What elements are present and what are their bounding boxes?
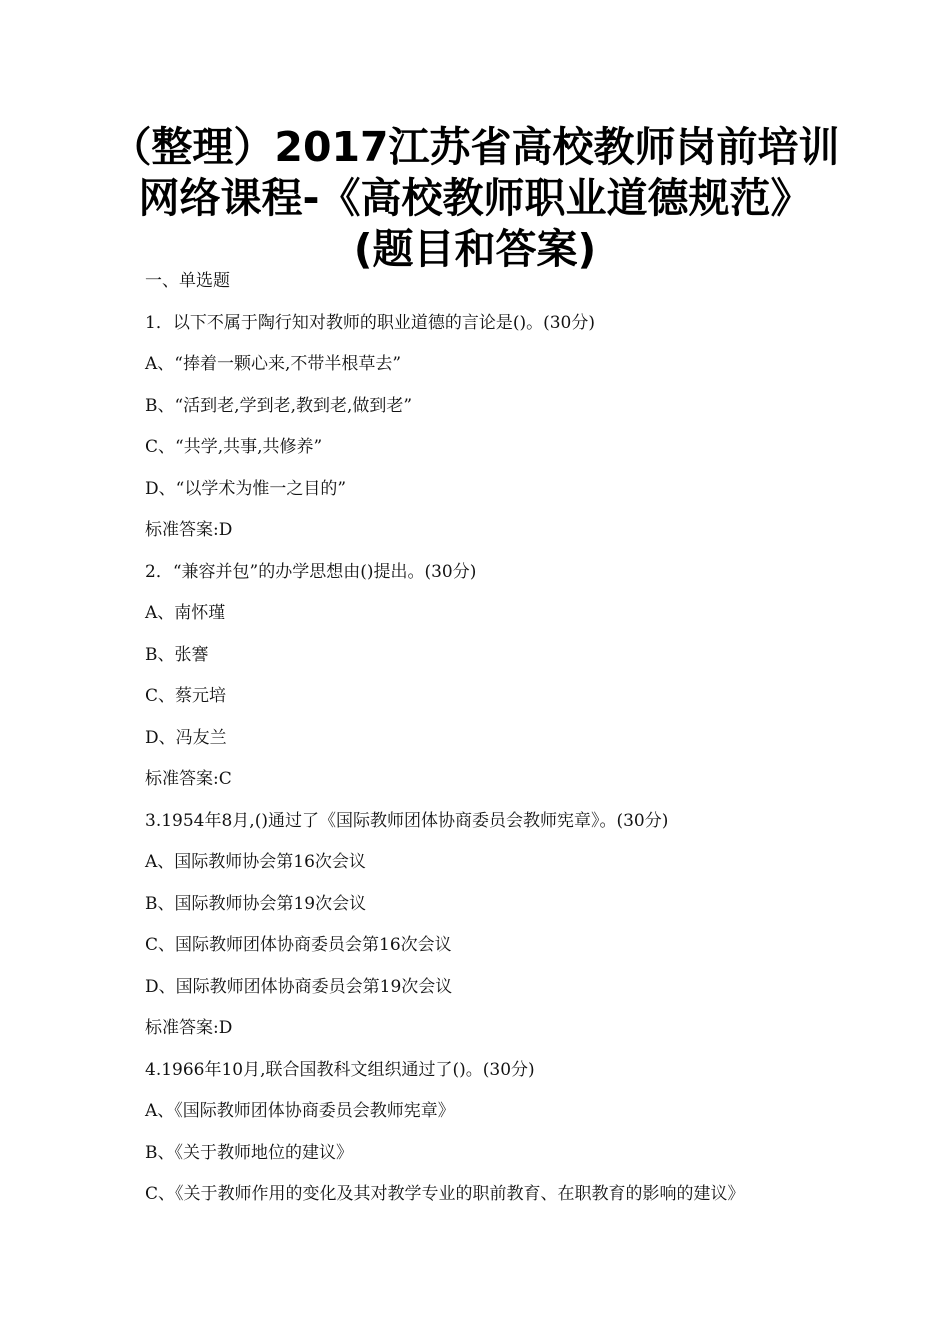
q4-option-a: A、《国际教师团体协商委员会教师宪章》	[145, 1101, 455, 1121]
question-2: 2．“兼容并包”的办学思想由()提出。(30分)	[145, 561, 477, 582]
q2-answer: 标准答案:C	[145, 769, 232, 789]
document-title: （整理）2017江苏省高校教师岗前培训网络课程-《高校教师职业道德规范》(题目和答案)	[110, 123, 840, 273]
q1-option-d: D、“以学术为惟一之目的”	[145, 478, 347, 499]
q3-answer: 标准答案:D	[145, 1018, 233, 1038]
q1-answer: 标准答案:D	[145, 520, 233, 540]
document-body	[145, 270, 865, 1225]
q3-option-d: D、国际教师团体协商委员会第19次会议	[145, 976, 453, 997]
q3-option-c: C、国际教师团体协商委员会第16次会议	[145, 935, 452, 955]
q3-option-b: B、国际教师协会第19次会议	[145, 893, 367, 914]
q2-option-d: D、冯友兰	[145, 727, 227, 748]
section-heading: 一、单选题	[145, 271, 230, 291]
q1-option-c: C、“共学,共事,共修养”	[145, 437, 323, 457]
q4-option-b: B、《关于教师地位的建议》	[145, 1142, 353, 1163]
q1-option-b: B、“活到老,学到老,教到老,做到老”	[145, 395, 413, 416]
question-4: 4.1966年10月,联合国教科文组织通过了()。(30分)	[145, 1059, 535, 1080]
q1-option-a: A、“捧着一颗心来,不带半根草去”	[145, 354, 402, 374]
q2-option-a: A、南怀瑾	[145, 603, 226, 623]
q2-option-c: C、蔡元培	[145, 686, 227, 706]
q3-option-a: A、国际教师协会第16次会议	[145, 852, 366, 872]
question-1: 1．以下不属于陶行知对教师的职业道德的言论是()。(30分)	[145, 312, 595, 333]
q4-option-c: C、《关于教师作用的变化及其对教学专业的职前教育、在职教育的影响的建议》	[145, 1184, 745, 1204]
question-3: 3.1954年8月,()通过了《国际教师团体协商委员会教师宪章》。(30分)	[145, 810, 669, 831]
q2-option-b: B、张謇	[145, 644, 209, 665]
